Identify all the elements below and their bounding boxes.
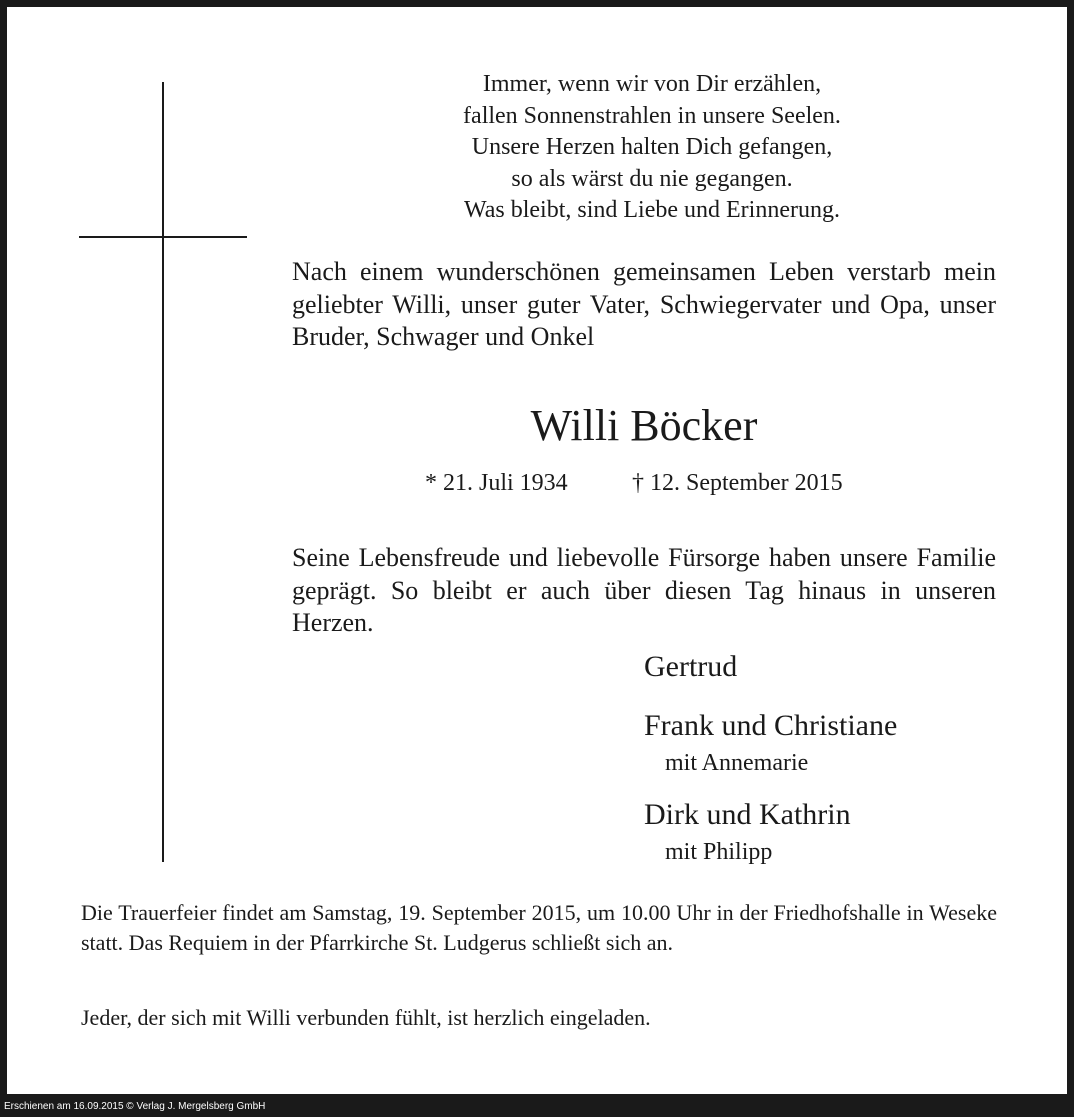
poem-line: so als wärst du nie gegangen. bbox=[511, 165, 793, 192]
poem-line: Immer, wenn wir von Dir erzählen, bbox=[482, 71, 822, 97]
cross-vertical-bar bbox=[162, 82, 164, 862]
birth-date: * 21. Juli 1934 bbox=[425, 470, 568, 496]
poem-line: Unsere Herzen halten Dich gefangen, bbox=[471, 134, 833, 160]
poem-line: Was bleibt, sind Liebe und Erinnerung. bbox=[464, 197, 840, 223]
legacy-paragraph: Seine Lebensfreude und liebevolle Fürsorge haben unsere Familie geprägt. So bleibt er auch über diesen Tag hinaus in unseren Herzen. bbox=[292, 543, 996, 637]
cross-horizontal-bar bbox=[79, 236, 247, 238]
poem-line: fallen Sonnenstrahlen in unsere Seelen. bbox=[463, 102, 841, 129]
obituary-notice bbox=[7, 7, 1067, 1094]
service-invitation: Jeder, der sich mit Willi verbunden fühlt, ist herzlich eingeladen. bbox=[81, 1005, 651, 1030]
deceased-name: Willi Böcker bbox=[530, 401, 758, 450]
memorial-poem bbox=[387, 69, 917, 227]
signer-family-2: Dirk und Kathrin bbox=[644, 798, 851, 831]
intro-paragraph: Nach einem wunderschönen gemeinsamen Leben verstarb mein geliebter Willi, unser guter Vater, Schwiegervater und Opa, unser Bruder, Schwager und Onkel bbox=[292, 257, 996, 351]
signer-family-1-child: mit Annemarie bbox=[665, 750, 809, 776]
signer-family-1: Frank und Christiane bbox=[644, 709, 898, 742]
death-date: † 12. September 2015 bbox=[632, 470, 843, 496]
signer-spouse: Gertrud bbox=[644, 650, 738, 683]
publication-footer: Erschienen am 16.09.2015 © Verlag J. Mergelsberg GmbH bbox=[4, 1101, 266, 1112]
service-details: Die Trauerfeier findet am Samstag, 19. September 2015, um 10.00 Uhr in der Friedhofshalle in Weseke statt. Das Requiem in der Pfarrkirche St. Ludgerus schließt sich an. bbox=[81, 900, 997, 955]
signer-family-2-child: mit Philipp bbox=[665, 839, 773, 865]
